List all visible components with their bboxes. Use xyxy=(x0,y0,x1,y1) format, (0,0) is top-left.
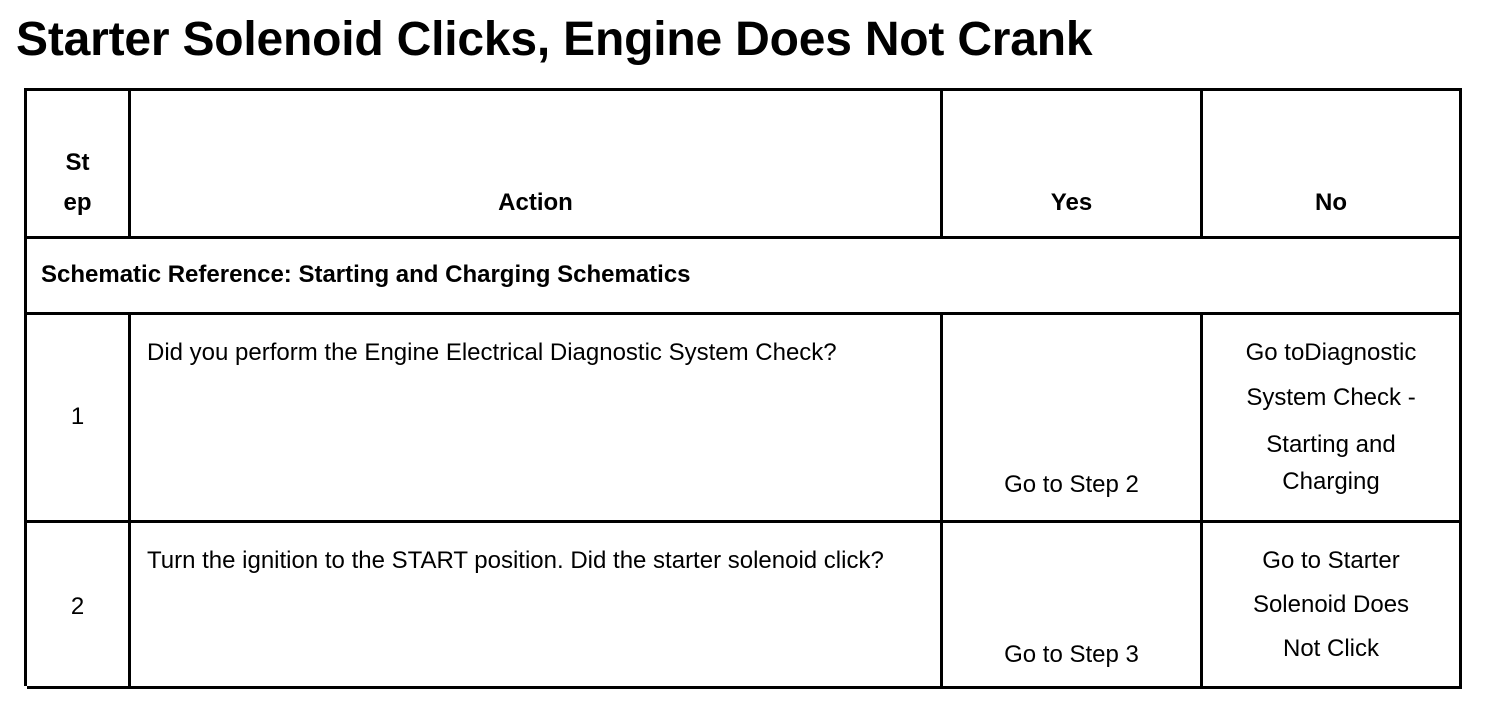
no-text-line: System Check - xyxy=(1246,384,1416,411)
table-row-2-no xyxy=(1203,523,1462,689)
yes-link[interactable]: Go to Step 3 xyxy=(1004,641,1139,668)
header-step-line1: St xyxy=(65,149,90,176)
header-action-label: Action xyxy=(498,189,573,216)
header-no xyxy=(1203,91,1462,239)
table-row-1-yes xyxy=(943,315,1203,523)
no-text-line: Not Click xyxy=(1282,635,1379,662)
no-link[interactable] xyxy=(1215,331,1447,495)
header-yes xyxy=(943,91,1203,239)
table-row-2-action xyxy=(131,523,943,689)
page-title: Starter Solenoid Clicks, Engine Does Not Crank xyxy=(16,13,1093,66)
no-text-line: Solenoid Does xyxy=(1252,591,1410,618)
no-text-line: Charging xyxy=(1282,468,1380,495)
schematic-reference-row xyxy=(27,239,1462,315)
action-text: Turn the ignition to the START position. Did the starter solenoid click? xyxy=(147,547,884,574)
header-action xyxy=(131,91,943,239)
yes-link[interactable]: Go to Step 2 xyxy=(1004,471,1139,498)
header-step xyxy=(27,91,131,239)
header-yes-label: Yes xyxy=(1050,189,1093,216)
header-step-line2: ep xyxy=(63,189,92,216)
diagnostic-table xyxy=(24,88,1462,686)
no-text-line: Starting and xyxy=(1266,431,1396,458)
step-number: 1 xyxy=(70,403,85,430)
table-row-1-action xyxy=(131,315,943,523)
no-link[interactable] xyxy=(1215,539,1447,671)
table-row-1-no xyxy=(1203,315,1462,523)
action-text: Did you perform the Engine Electrical Diagnostic System Check? xyxy=(147,339,837,366)
header-no-label: No xyxy=(1315,189,1347,216)
step-number: 2 xyxy=(70,593,85,620)
table-row-1-step xyxy=(27,315,131,523)
no-text-line: Go to Starter xyxy=(1262,547,1400,574)
schematic-reference-text: Schematic Reference: Starting and Charging Schematics xyxy=(41,261,691,288)
table-row-2-yes xyxy=(943,523,1203,689)
no-text-line: Go toDiagnostic xyxy=(1245,339,1417,366)
table-row-2-step xyxy=(27,523,131,689)
